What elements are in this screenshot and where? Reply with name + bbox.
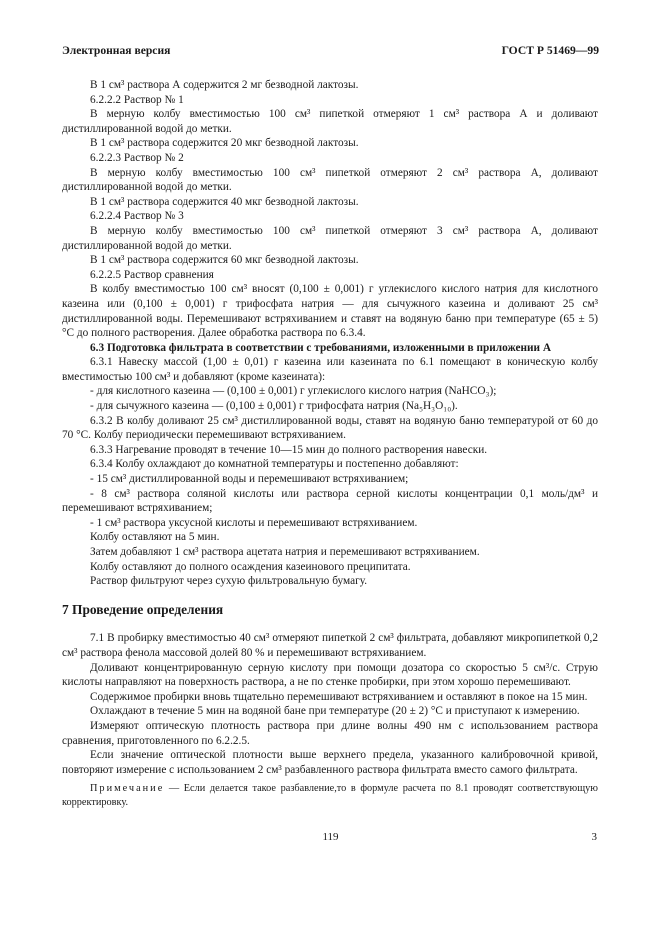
header-standard-number: ГОСТ Р 51469—99 <box>501 44 599 57</box>
paragraph: В 1 см³ раствора содержится 40 мкг безводной лактозы. <box>90 195 359 208</box>
paragraph: Измеряют оптическую плотность раствора при длине волны 490 нм с использованием раствора сравнения, приготовленного по 6.2.2.5. <box>62 719 598 747</box>
section-heading-6-3: 6.3 Подготовка фильтрата в соответствии с требованиями, изложенными в приложении А <box>90 341 552 354</box>
list-item: - 1 см³ раствора уксусной кислоты и перемешивают встряхиванием. <box>90 516 418 529</box>
paragraph: Содержимое пробирки вновь тщательно перемешивают встряхиванием и оставляют в покое на 15 мин. <box>90 690 588 703</box>
paragraph: В мерную колбу вместимостью 100 см³ пипеткой отмеряют 1 см³ раствора А и доливают дистиллированной водой до метки. <box>62 108 598 135</box>
paragraph: Затем добавляют 1 см³ раствора ацетата натрия и перемешивают встряхиванием. <box>90 546 480 558</box>
paragraph: Если значение оптической плотности выше верхнего предела, указанного калибровочной кривой, повторяют измерение с использованием 2 см³ разбавленного раствора фильтрата вместо самого фильтрата. <box>62 749 598 776</box>
paragraph: В 1 см³ раствора содержится 20 мкг безводной лактозы. <box>90 137 359 150</box>
paragraph: В 1 см³ раствора содержится 60 мкг безводной лактозы. <box>90 254 359 267</box>
paragraph: Колбу оставляют на 5 мин. <box>90 531 220 544</box>
subsection-heading: 6.2.2.2 Раствор № 1 <box>90 93 184 106</box>
paragraph: 7.1 В пробирку вместимостью 40 см³ отмеряют пипеткой 2 см³ фильтрата, добавляют микропипеткой 0,2 см³ раствора фенола массовой долей 80 % и перемешивают встряхиванием. <box>62 632 598 659</box>
page-number-center: 119 <box>322 831 339 843</box>
subsection-heading: 6.2.2.3 Раствор № 2 <box>90 151 184 164</box>
subsection-heading: 6.2.2.5 Раствор сравнения <box>90 268 214 281</box>
paragraph: В мерную колбу вместимостью 100 см³ пипеткой отмеряют 2 см³ раствора А, доливают дистиллированной водой до метки. <box>62 166 598 194</box>
subsection-heading: 6.2.2.4 Раствор № 3 <box>90 210 184 223</box>
paragraph: 6.3.2 В колбу доливают 25 см³ дистиллированной воды, ставят на водяную баню температурой от 60 до 70 °С. Колбу периодически перемешивают встряхиванием. <box>62 414 598 442</box>
section-heading-7: 7 Проведение определения <box>62 601 224 617</box>
note-label: Примечание <box>90 783 165 795</box>
paragraph: В мерную колбу вместимостью 100 см³ пипеткой отмеряют 3 см³ раствора А, доливают дистиллированной водой до метки. <box>62 224 598 252</box>
page-number-right: 3 <box>591 831 597 843</box>
paragraph: 6.3.4 Колбу охлаждают до комнатной температуры и постепенно добавляют: <box>90 458 459 471</box>
paragraph: Охлаждают в течение 5 мин на водяной бане при температуре (20 ± 2) °С и приступают к измерению. <box>90 705 580 718</box>
document-body <box>62 78 598 809</box>
list-item: - для сычужного казеина — (0,100 ± 0,001) г трифосфата натрия (Na₅H₃O₁₀). <box>90 400 458 413</box>
list-item: - 8 см³ раствора соляной кислоты или раствора серной кислоты концентрации 0,1 моль/дм³ и перемешивают встряхиванием; <box>62 487 598 515</box>
note <box>62 782 598 809</box>
note-text: — Если делается такое разбавление,то в формуле расчета по 8.1 проводят соответствующую корректировку. <box>62 783 598 808</box>
header-edition-label: Электронная версия <box>62 44 171 57</box>
paragraph: 6.3.3 Нагревание проводят в течение 10—15 мин до полного растворения навески. <box>90 443 488 456</box>
list-item: - 15 см³ дистиллированной воды и перемешивают встряхиванием; <box>90 473 409 486</box>
paragraph: Доливают концентрированную серную кислоту при помощи дозатора со скоростью 5 см³/с. Струю кислоты направляют на поверхность раствора, а не по стенке пробирки, при этом хорошо перемешивают. <box>62 661 598 689</box>
paragraph: В 1 см³ раствора А содержится 2 мг безводной лактозы. <box>90 79 359 91</box>
paragraph: Раствор фильтруют через сухую фильтровальную бумагу. <box>90 575 368 588</box>
paragraph: В колбу вместимостью 100 см³ вносят (0,100 ± 0,001) г углекислого кислого натрия для кислотного казеина или (0,100 ± 0,001) г трифосфата натрия — для сычужного казеина и доливают 25 см³ дистиллированной воды. Перемешивают встряхиванием и ставят на водяную баню при температуре (65 ± 5) °С до полного растворения. Далее обработка раствора по 6.3.4. <box>62 283 598 340</box>
list-item: - для кислотного казеина — (0,100 ± 0,001) г углекислого кислого натрия (NaHCO₃); <box>90 385 497 398</box>
paragraph: Колбу оставляют до полного осаждения казеинового преципитата. <box>90 560 411 573</box>
paragraph: 6.3.1 Навеску массой (1,00 ± 0,01) г казеина или казеината по 6.1 помещают в коническую колбу вместимостью 100 см³ и добавляют (кроме казеината): <box>62 356 598 383</box>
